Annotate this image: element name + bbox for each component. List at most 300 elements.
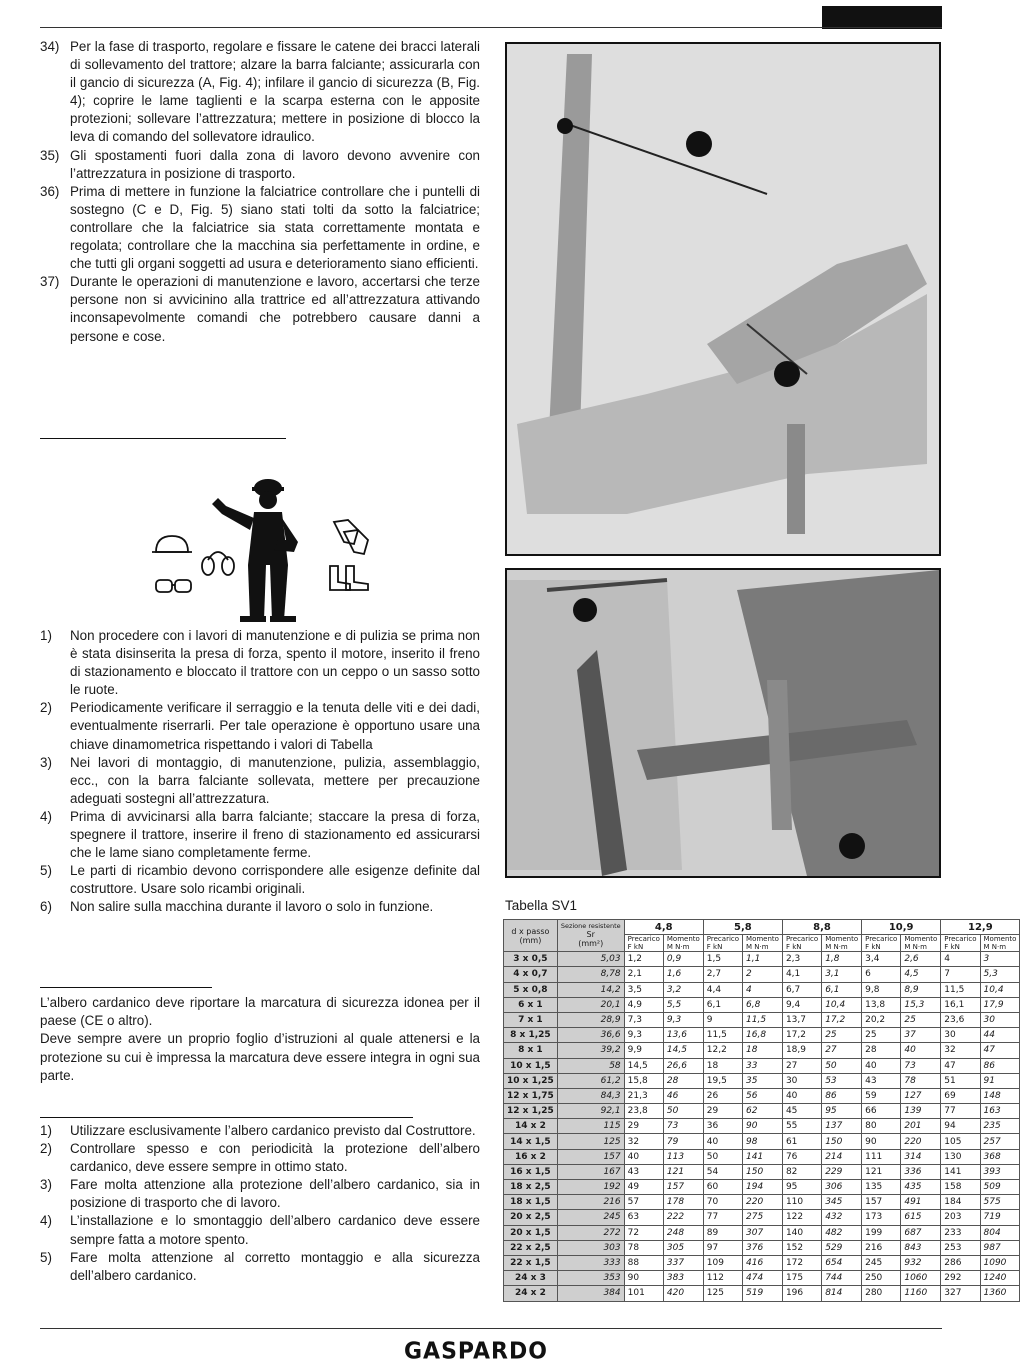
table-row xyxy=(504,952,1020,967)
preload-cell: 157 xyxy=(862,1195,901,1210)
sezione-label: Sezione resistente xyxy=(560,922,621,931)
torque-cell: 5,3 xyxy=(980,967,1020,982)
torque-cell: 220 xyxy=(743,1195,783,1210)
torque-cell: 474 xyxy=(743,1271,783,1286)
torque-cell: 98 xyxy=(743,1134,783,1149)
torque-cell: 150 xyxy=(822,1134,862,1149)
torque-cell: 62 xyxy=(743,1104,783,1119)
list-item-text: Controllare spesso e con periodicità la protezione dell’albero cardanico, deve essere sempre in ottimo stato. xyxy=(70,1141,480,1175)
preload-cell: 4,1 xyxy=(782,967,821,982)
section-cell: 8,78 xyxy=(557,967,624,982)
section-cell: 39,2 xyxy=(557,1043,624,1058)
thread-size-cell: 4 x 0,7 xyxy=(504,967,558,982)
preload-cell: 13,8 xyxy=(862,997,901,1012)
preload-cell: 32 xyxy=(624,1134,663,1149)
list-item xyxy=(40,754,480,808)
section-cell: 20,1 xyxy=(557,997,624,1012)
list-item xyxy=(40,699,480,753)
section-cell: 115 xyxy=(557,1119,624,1134)
torque-cell: 27 xyxy=(822,1043,862,1058)
thread-size-cell: 18 x 2,5 xyxy=(504,1180,558,1195)
torque-cell: 30 xyxy=(980,1012,1020,1027)
torque-subheader-label: Momento xyxy=(746,935,779,944)
list-item-text: Fare molta attenzione alla protezione dell’albero cardanico, sia in posizione di trasporto che di lavoro. xyxy=(70,1177,480,1211)
preload-cell: 36 xyxy=(703,1119,742,1134)
preload-cell: 2,1 xyxy=(624,967,663,982)
preload-cell: 59 xyxy=(862,1088,901,1103)
list-item xyxy=(40,862,480,898)
section-rule xyxy=(40,987,212,988)
preload-subheader-unit: F kN xyxy=(785,943,802,952)
list-item-text: Prima di avvicinarsi alla barra falciante; staccare la presa di forza, spegnere il trattore, inserire il freno di stazionamento ed assicurarsi che le lame siano completamente ferme. xyxy=(70,808,480,861)
table-row xyxy=(504,1195,1020,1210)
torque-cell: 1090 xyxy=(980,1255,1020,1270)
preload-cell: 158 xyxy=(941,1180,980,1195)
torque-cell: 1160 xyxy=(901,1286,941,1301)
torque-subheader-unit: M N·m xyxy=(983,943,1007,952)
torque-cell: 95 xyxy=(822,1104,862,1119)
list-item xyxy=(40,183,480,273)
helmet-icon xyxy=(152,536,192,552)
table-row xyxy=(504,1210,1020,1225)
torque-cell: 11,5 xyxy=(743,1012,783,1027)
torque-cell: 150 xyxy=(743,1164,783,1179)
preload-subheader-label: Precarico xyxy=(785,935,819,944)
preload-cell: 70 xyxy=(703,1195,742,1210)
torque-subheader-label: Momento xyxy=(666,935,700,944)
preload-cell: 6 xyxy=(862,967,901,982)
table-row xyxy=(504,1271,1020,1286)
thread-size-cell: 12 x 1,75 xyxy=(504,1088,558,1103)
torque-cell: 5,5 xyxy=(663,997,703,1012)
preload-subheader-label: Precarico xyxy=(627,935,660,944)
preload-cell: 2,7 xyxy=(703,967,742,982)
callout-c-marker xyxy=(573,598,597,622)
thread-size-cell: 22 x 2,5 xyxy=(504,1240,558,1255)
ear-protector-icon xyxy=(202,552,234,575)
torque-cell: 73 xyxy=(901,1058,941,1073)
preload-cell: 43 xyxy=(624,1164,663,1179)
torque-cell: 37 xyxy=(901,1028,941,1043)
thread-size-cell: 22 x 1,5 xyxy=(504,1255,558,1270)
torque-cell: 46 xyxy=(663,1088,703,1103)
torque-cell: 368 xyxy=(980,1149,1020,1164)
torque-subheader-label: Momento xyxy=(983,935,1017,944)
torque-cell: 17,2 xyxy=(822,1012,862,1027)
preload-cell: 51 xyxy=(941,1073,980,1088)
table-row xyxy=(504,1180,1020,1195)
sr-unit: (mm²) xyxy=(578,939,604,949)
preload-cell: 7,3 xyxy=(624,1012,663,1027)
preload-cell: 130 xyxy=(941,1149,980,1164)
torque-cell: 4,5 xyxy=(901,967,941,982)
preload-cell: 109 xyxy=(703,1255,742,1270)
preload-cell: 196 xyxy=(782,1286,821,1301)
torque-subheader-unit: M N·m xyxy=(666,943,690,952)
torque-cell: 137 xyxy=(822,1119,862,1134)
preload-cell: 77 xyxy=(703,1210,742,1225)
preload-cell: 4,4 xyxy=(703,982,742,997)
preload-cell: 245 xyxy=(862,1255,901,1270)
list-item-number: 2) xyxy=(40,1141,52,1157)
sr-label: Sr xyxy=(586,930,595,940)
class-header: 12,9 xyxy=(941,920,1020,935)
preload-cell: 6,7 xyxy=(782,982,821,997)
preload-cell: 13,7 xyxy=(782,1012,821,1027)
torque-cell: 275 xyxy=(743,1210,783,1225)
preload-cell: 110 xyxy=(782,1195,821,1210)
torque-cell: 719 xyxy=(980,1210,1020,1225)
list-item xyxy=(40,1249,480,1285)
list-item-number: 5) xyxy=(40,1249,52,1265)
list-item-text: Non salire sulla macchina durante il lavoro o solo in funzione. xyxy=(70,899,434,915)
class-header: 5,8 xyxy=(703,920,782,935)
list-item-number: 35) xyxy=(40,147,60,163)
torque-cell: 141 xyxy=(743,1149,783,1164)
preload-cell: 27 xyxy=(782,1058,821,1073)
safety-list-cardan xyxy=(40,1122,480,1285)
torque-cell: 337 xyxy=(663,1255,703,1270)
table-row xyxy=(504,1164,1020,1179)
list-item-text: L’installazione e lo smontaggio dell’albero cardanico deve essere sempre fatta a motore spento. xyxy=(70,1213,480,1247)
preload-cell: 30 xyxy=(782,1073,821,1088)
list-item-text: Per la fase di trasporto, regolare e fissare le catene dei bracci laterali di sollevamento del trattore; alzare la barra falciante; assicurarla con il gancio di sicurezza (A, Fig. 4); infilare il gancio di sicurezza (B, Fig. 4); coprire le lame taglienti e la scarpa esterna con le apposite protezioni; sollevare l’attrezzatura; mettere in posizione di blocco la leva di comando del sollevatore idraulico. xyxy=(70,39,480,145)
table-row xyxy=(504,1043,1020,1058)
section-cell: 92,1 xyxy=(557,1104,624,1119)
preload-subheader xyxy=(782,935,821,952)
torque-cell: 376 xyxy=(743,1240,783,1255)
sr-header xyxy=(557,920,624,952)
preload-cell: 23,6 xyxy=(941,1012,980,1027)
preload-cell: 97 xyxy=(703,1240,742,1255)
torque-cell: 33 xyxy=(743,1058,783,1073)
table-row xyxy=(504,1119,1020,1134)
torque-cell: 307 xyxy=(743,1225,783,1240)
preload-cell: 9,3 xyxy=(624,1028,663,1043)
torque-subheader-unit: M N·m xyxy=(904,943,927,952)
preload-subheader-label: Precarico xyxy=(865,935,898,944)
safety-list-maintenance xyxy=(40,627,480,917)
preload-cell: 9,4 xyxy=(782,997,821,1012)
preload-cell: 49 xyxy=(624,1180,663,1195)
section-cell: 28,9 xyxy=(557,1012,624,1027)
preload-cell: 2,3 xyxy=(782,952,821,967)
torque-cell: 932 xyxy=(901,1255,941,1270)
dxpasso-label: d x passo xyxy=(511,926,550,936)
preload-cell: 40 xyxy=(782,1088,821,1103)
preload-cell: 122 xyxy=(782,1210,821,1225)
list-item-number: 34) xyxy=(40,39,60,54)
torque-cell: 56 xyxy=(743,1088,783,1103)
thread-size-cell: 20 x 2,5 xyxy=(504,1210,558,1225)
torque-cell: 220 xyxy=(901,1134,941,1149)
preload-cell: 4 xyxy=(941,952,980,967)
thread-size-cell: 16 x 2 xyxy=(504,1149,558,1164)
preload-cell: 152 xyxy=(782,1240,821,1255)
torque-cell: 78 xyxy=(901,1073,941,1088)
table-row xyxy=(504,1104,1020,1119)
torque-cell: 73 xyxy=(663,1119,703,1134)
torque-cell: 10,4 xyxy=(822,997,862,1012)
table-row xyxy=(504,967,1020,982)
preload-cell: 199 xyxy=(862,1225,901,1240)
header-rule xyxy=(40,27,942,28)
callout-a-marker xyxy=(686,131,712,157)
torque-cell: 157 xyxy=(663,1180,703,1195)
list-item xyxy=(40,627,480,699)
preload-subheader xyxy=(703,935,742,952)
torque-cell: 40 xyxy=(901,1043,941,1058)
list-item-number: 2) xyxy=(40,700,52,716)
list-item-text: Le parti di ricambio devono corrispondere alle esigenze definite dal costruttore. Usare solo ricambi originali. xyxy=(70,863,480,897)
preload-cell: 280 xyxy=(862,1286,901,1301)
list-item-text: Durante le operazioni di manutenzione e lavoro, accertarsi che terze persone non si avvicinino alla trattrice ed all’attrezzatura attivando inconsapevolmente comandi che potrebbero causare danni a persone e cose. xyxy=(70,274,480,344)
table-row xyxy=(504,1255,1020,1270)
torque-cell: 987 xyxy=(980,1240,1020,1255)
table-row xyxy=(504,1149,1020,1164)
preload-cell: 28 xyxy=(862,1043,901,1058)
preload-cell: 72 xyxy=(624,1225,663,1240)
torque-cell: 2,6 xyxy=(901,952,941,967)
torque-cell: 804 xyxy=(980,1225,1020,1240)
preload-subheader-label: Precarico xyxy=(944,935,977,944)
table-row xyxy=(504,997,1020,1012)
preload-cell: 19,5 xyxy=(703,1073,742,1088)
torque-cell: 306 xyxy=(822,1180,862,1195)
section-cell: 216 xyxy=(557,1195,624,1210)
list-item xyxy=(40,1212,480,1248)
preload-cell: 89 xyxy=(703,1225,742,1240)
list-item-text: Fare molta attenzione al corretto montaggio e alla sicurezza dell’albero cardanico. xyxy=(70,1249,480,1283)
torque-cell: 1240 xyxy=(980,1271,1020,1286)
preload-cell: 15,8 xyxy=(624,1073,663,1088)
torque-cell: 654 xyxy=(822,1255,862,1270)
preload-cell: 32 xyxy=(941,1043,980,1058)
torque-cell: 113 xyxy=(663,1149,703,1164)
table-row xyxy=(504,1225,1020,1240)
thread-size-cell: 10 x 1,5 xyxy=(504,1058,558,1073)
torque-cell: 687 xyxy=(901,1225,941,1240)
torque-cell: 91 xyxy=(980,1073,1020,1088)
class-header: 8,8 xyxy=(782,920,861,935)
table-row xyxy=(504,1012,1020,1027)
section-rule xyxy=(40,438,286,439)
torque-cell: 336 xyxy=(901,1164,941,1179)
list-item-text: Gli spostamenti fuori dalla zona di lavoro devono avvenire con l’attrezzatura in posizione di trasporto. xyxy=(70,147,480,181)
preload-subheader xyxy=(624,935,663,952)
preload-cell: 54 xyxy=(703,1164,742,1179)
table-row xyxy=(504,1286,1020,1301)
section-cell: 84,3 xyxy=(557,1088,624,1103)
preload-cell: 3,5 xyxy=(624,982,663,997)
torque-cell: 519 xyxy=(743,1286,783,1301)
list-item xyxy=(40,1176,480,1212)
torque-cell: 28 xyxy=(663,1073,703,1088)
preload-cell: 140 xyxy=(782,1225,821,1240)
thread-size-cell: 24 x 2 xyxy=(504,1286,558,1301)
torque-cell: 201 xyxy=(901,1119,941,1134)
section-cell: 5,03 xyxy=(557,952,624,967)
preload-subheader-unit: F kN xyxy=(627,943,644,952)
torque-cell: 0,9 xyxy=(663,952,703,967)
list-item-number: 1) xyxy=(40,1123,52,1138)
preload-cell: 101 xyxy=(624,1286,663,1301)
preload-cell: 80 xyxy=(862,1119,901,1134)
preload-subheader xyxy=(941,935,980,952)
torque-cell: 3 xyxy=(980,952,1020,967)
preload-cell: 172 xyxy=(782,1255,821,1270)
torque-cell: 235 xyxy=(980,1119,1020,1134)
torque-subheader xyxy=(822,935,862,952)
torque-cell: 86 xyxy=(980,1058,1020,1073)
preload-cell: 90 xyxy=(624,1271,663,1286)
list-item xyxy=(40,808,480,862)
torque-cell: 6,1 xyxy=(822,982,862,997)
torque-cell: 257 xyxy=(980,1134,1020,1149)
preload-cell: 55 xyxy=(782,1119,821,1134)
list-item-number: 6) xyxy=(40,899,52,915)
torque-cell: 1,1 xyxy=(743,952,783,967)
mower-supports-drawing xyxy=(507,570,939,876)
preload-cell: 40 xyxy=(703,1134,742,1149)
torque-cell: 843 xyxy=(901,1240,941,1255)
callout-d-marker xyxy=(839,833,865,859)
torque-cell: 435 xyxy=(901,1180,941,1195)
torque-cell: 17,9 xyxy=(980,997,1020,1012)
torque-cell: 345 xyxy=(822,1195,862,1210)
torque-subheader xyxy=(980,935,1020,952)
preload-subheader-unit: F kN xyxy=(706,943,723,952)
preload-cell: 253 xyxy=(941,1240,980,1255)
torque-cell: 90 xyxy=(743,1119,783,1134)
preload-cell: 57 xyxy=(624,1195,663,1210)
section-cell: 157 xyxy=(557,1149,624,1164)
page-tab-marker xyxy=(822,6,942,29)
torque-cell: 3,1 xyxy=(822,967,862,982)
list-item xyxy=(40,1140,480,1176)
list-item-number: 37) xyxy=(40,274,60,290)
thread-size-cell: 16 x 1,5 xyxy=(504,1164,558,1179)
torque-cell: 18 xyxy=(743,1043,783,1058)
preload-cell: 76 xyxy=(782,1149,821,1164)
torque-cell: 314 xyxy=(901,1149,941,1164)
torque-cell: 432 xyxy=(822,1210,862,1225)
footer-rule xyxy=(40,1328,942,1329)
table-row xyxy=(504,1058,1020,1073)
preload-cell: 16,1 xyxy=(941,997,980,1012)
thread-size-cell: 6 x 1 xyxy=(504,997,558,1012)
section-cell: 384 xyxy=(557,1286,624,1301)
preload-cell: 327 xyxy=(941,1286,980,1301)
list-item-number: 1) xyxy=(40,628,52,643)
mower-transport-drawing xyxy=(507,44,939,554)
preload-cell: 175 xyxy=(782,1271,821,1286)
preload-cell: 1,5 xyxy=(703,952,742,967)
torque-cell: 4 xyxy=(743,982,783,997)
torque-cell: 814 xyxy=(822,1286,862,1301)
dxpasso-header xyxy=(504,920,558,952)
thread-size-cell: 14 x 2 xyxy=(504,1119,558,1134)
preload-cell: 29 xyxy=(703,1104,742,1119)
preload-cell: 292 xyxy=(941,1271,980,1286)
torque-cell: 127 xyxy=(901,1088,941,1103)
preload-cell: 20,2 xyxy=(862,1012,901,1027)
preload-cell: 43 xyxy=(862,1073,901,1088)
preload-cell: 90 xyxy=(862,1134,901,1149)
list-item xyxy=(40,273,480,345)
list-item xyxy=(40,1122,480,1140)
section-cell: 61,2 xyxy=(557,1073,624,1088)
torque-cell: 13,6 xyxy=(663,1028,703,1043)
table-header-row xyxy=(504,920,1020,935)
torque-cell: 16,8 xyxy=(743,1028,783,1043)
torque-cell: 50 xyxy=(663,1104,703,1119)
boots-icon xyxy=(330,566,368,590)
preload-cell: 21,3 xyxy=(624,1088,663,1103)
list-item-number: 3) xyxy=(40,1177,52,1193)
thread-size-cell: 12 x 1,25 xyxy=(504,1104,558,1119)
section-cell: 14,2 xyxy=(557,982,624,997)
torque-cell: 248 xyxy=(663,1225,703,1240)
brand-logo: GASPARDO xyxy=(404,1338,548,1365)
preload-cell: 94 xyxy=(941,1119,980,1134)
section-cell: 272 xyxy=(557,1225,624,1240)
torque-cell: 1060 xyxy=(901,1271,941,1286)
preload-cell: 45 xyxy=(782,1104,821,1119)
list-item-text: Periodicamente verificare il serraggio e la tenuta delle viti e dei dadi, eventualmente riserrarli. Per tale operazione è opportuno usare una chiave dinamometrica rispettando i valori di Tabella xyxy=(70,700,480,752)
thread-size-cell: 14 x 1,5 xyxy=(504,1134,558,1149)
preload-cell: 40 xyxy=(862,1058,901,1073)
torque-table xyxy=(503,919,1020,1302)
table-row xyxy=(504,1028,1020,1043)
preload-cell: 112 xyxy=(703,1271,742,1286)
table-body xyxy=(504,952,1020,1301)
torque-cell: 420 xyxy=(663,1286,703,1301)
torque-cell: 744 xyxy=(822,1271,862,1286)
table-row xyxy=(504,1088,1020,1103)
torque-cell: 3,2 xyxy=(663,982,703,997)
section-cell: 353 xyxy=(557,1271,624,1286)
list-item xyxy=(40,898,480,916)
section-rule xyxy=(40,1117,413,1118)
preload-cell: 7 xyxy=(941,967,980,982)
torque-cell: 2 xyxy=(743,967,783,982)
preload-cell: 141 xyxy=(941,1164,980,1179)
torque-cell: 529 xyxy=(822,1240,862,1255)
preload-cell: 135 xyxy=(862,1180,901,1195)
torque-subheader xyxy=(663,935,703,952)
list-item-number: 4) xyxy=(40,1213,52,1229)
preload-cell: 9,9 xyxy=(624,1043,663,1058)
safety-list-transport xyxy=(40,38,480,346)
preload-cell: 6,1 xyxy=(703,997,742,1012)
list-item-number: 4) xyxy=(40,808,52,824)
cardan-intro-text: L’albero cardanico deve riportare la marcatura di sicurezza idonea per il paese (CE o altro). Deve sempre avere un proprio foglio d’istruzioni al quale attenersi e la protezione su cui è impressa la marcatura deve essere integra in ogni sua parte. xyxy=(40,995,480,1083)
torque-cell: 575 xyxy=(980,1195,1020,1210)
thread-size-cell: 5 x 0,8 xyxy=(504,982,558,997)
torque-cell: 10,4 xyxy=(980,982,1020,997)
preload-cell: 30 xyxy=(941,1028,980,1043)
list-item-text: Non procedere con i lavori di manutenzione e di pulizia se prima non è stata disinserita la presa di forza, spento il motore, inserito il freno di stazionamento e bloccato il trattore con un ceppo o un sasso sotto le ruote. xyxy=(70,628,480,698)
preload-cell: 61 xyxy=(782,1134,821,1149)
preload-cell: 11,5 xyxy=(941,982,980,997)
preload-cell: 63 xyxy=(624,1210,663,1225)
torque-cell: 79 xyxy=(663,1134,703,1149)
preload-cell: 11,5 xyxy=(703,1028,742,1043)
torque-cell: 416 xyxy=(743,1255,783,1270)
thread-size-cell: 7 x 1 xyxy=(504,1012,558,1027)
preload-cell: 25 xyxy=(862,1028,901,1043)
